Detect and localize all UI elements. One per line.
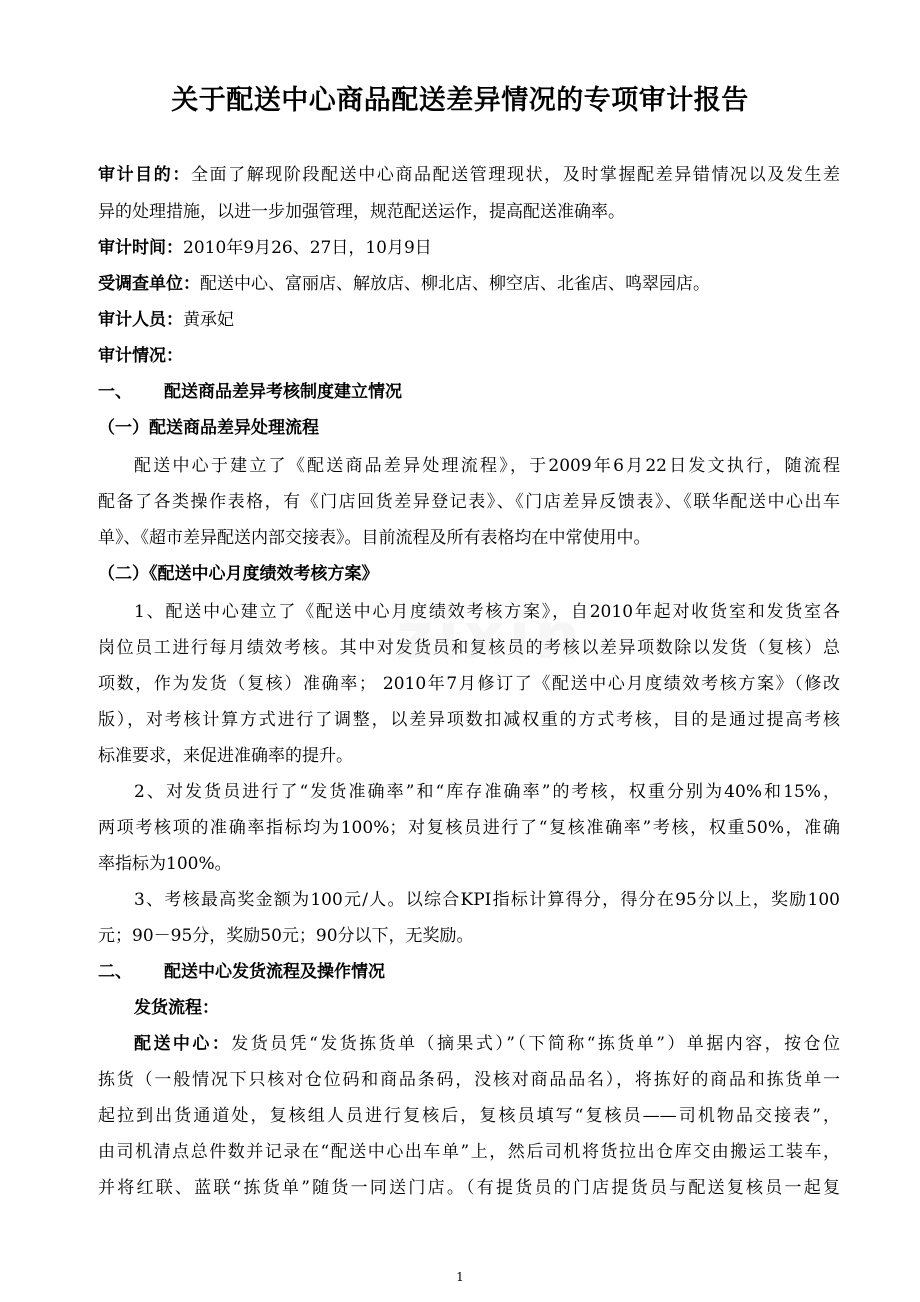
document-title: 关于配送中心商品配送差异情况的专项审计报告: [171, 85, 749, 116]
paragraph-line: 标准要求，来促进准确率的提升。: [98, 746, 353, 766]
paragraph-line: 元；90－95分，奖励50元；90分以下，无奖励。: [98, 926, 474, 946]
paragraph-line: 单》、《超市差异配送内部交接表》。目前流程及所有表格均在中常使用中。: [98, 528, 651, 548]
paragraph-line: 配备了各类操作表格，有《门店回货差异登记表》、《门店差异反馈表》、《联华配送中心出车: [98, 492, 840, 512]
paragraph-line: 率指标为100%。: [98, 854, 232, 874]
paragraph-line: 拣货（一般情况下只核对仓位码和商品条码，没核对商品品名），将拣好的商品和拣货单一: [98, 1070, 840, 1090]
auditor-label: 审计人员：: [98, 310, 183, 330]
paragraph-line: 由司机清点总件数并记录在“配送中心出车单”上，然后司机将货拉出仓库交由搬运工装车，: [98, 1142, 840, 1162]
section-1-heading: [98, 380, 840, 404]
subsection-1-title: （一）配送商品差异处理流程: [98, 418, 319, 438]
paragraph-line: 岗位员工进行每月绩效考核。其中对发货员和复核员的考核以差异项数除以发货（复核）总: [98, 638, 840, 658]
paragraph-line: 版），对考核计算方式进行了调整，以差异项数扣减权重的方式考核，目的是通过提高考核: [98, 710, 840, 730]
audit-time-value: 2010年9月26、27日，10月9日: [183, 238, 432, 258]
section-1-title: 配送商品差异考核制度建立情况: [164, 382, 402, 402]
paragraph-line: 配送中心于建立了《配送商品差异处理流程》，于2009年6月22日发文执行，随流程: [134, 456, 840, 476]
audit-time-label: 审计时间：: [98, 238, 183, 258]
purpose-label: 审计目的：: [98, 165, 191, 185]
paragraph-line: 起拉到出货通道处，复核组人员进行复核后，复核员填写“复核员——司机物品交接表”，: [98, 1106, 840, 1126]
auditor-value: 黄承妃: [183, 310, 234, 330]
paragraph-line: [134, 1032, 840, 1056]
paragraph-line: 1、配送中心建立了《配送中心月度绩效考核方案》，自2010年起对收货室和发货室各: [134, 602, 840, 622]
purpose-line-2: 异的处理措施，以进一步加强管理，规范配送运作，提高配送准确率。: [98, 202, 625, 222]
purpose-text-1: 全面了解现阶段配送中心商品配送管理现状，及时掌握配差异错情况以及发生差: [190, 165, 840, 185]
auditor: [98, 308, 840, 332]
section-1-number: 一、: [98, 382, 132, 402]
shipping-flow-label: 发货流程：: [134, 998, 219, 1018]
audited-units-label: 受调查单位：: [98, 274, 200, 294]
center-label: 配送中心：: [134, 1034, 232, 1054]
paragraph-line: 3、考核最高奖金额为100元/人。以综合KPI指标计算得分，得分在95分以上，奖励100: [134, 890, 840, 910]
audit-time: [98, 236, 840, 260]
audited-units: [98, 272, 840, 296]
audit-situation-label: 审计情况：: [98, 346, 183, 366]
section-2-heading: [98, 960, 840, 984]
purpose-line-1: [98, 163, 840, 187]
paragraph-line: 并将红联、蓝联“拣货单”随货一同送门店。（有提货员的门店提货员与配送复核员一起复: [98, 1178, 840, 1198]
paragraph-line: 两项考核项的准确率指标均为100%；对复核员进行了“复核准确率”考核，权重50%，准确: [98, 818, 840, 838]
center-text: 发货员凭“发货拣货单（摘果式）”（下简称“拣货单”）单据内容，按仓位: [231, 1034, 840, 1054]
section-2-title: 配送中心发货流程及操作情况: [164, 962, 385, 982]
subsection-2-title: （二）《配送中心月度绩效考核方案》: [98, 564, 379, 584]
audited-units-value: 配送中心、富丽店、解放店、柳北店、柳空店、北雀店、鸣翠园店。: [200, 274, 710, 294]
paragraph-line: 2、对发货员进行了“发货准确率”和“库存准确率”的考核，权重分别为40%和15%，: [134, 782, 840, 802]
paragraph-line: 项数，作为发货（复核）准确率； 2010年7月修订了《配送中心月度绩效考核方案》（修改: [98, 674, 840, 694]
watermark: zixin: [396, 600, 584, 674]
page-number: 1: [456, 1270, 464, 1284]
section-2-number: 二、: [98, 962, 132, 982]
